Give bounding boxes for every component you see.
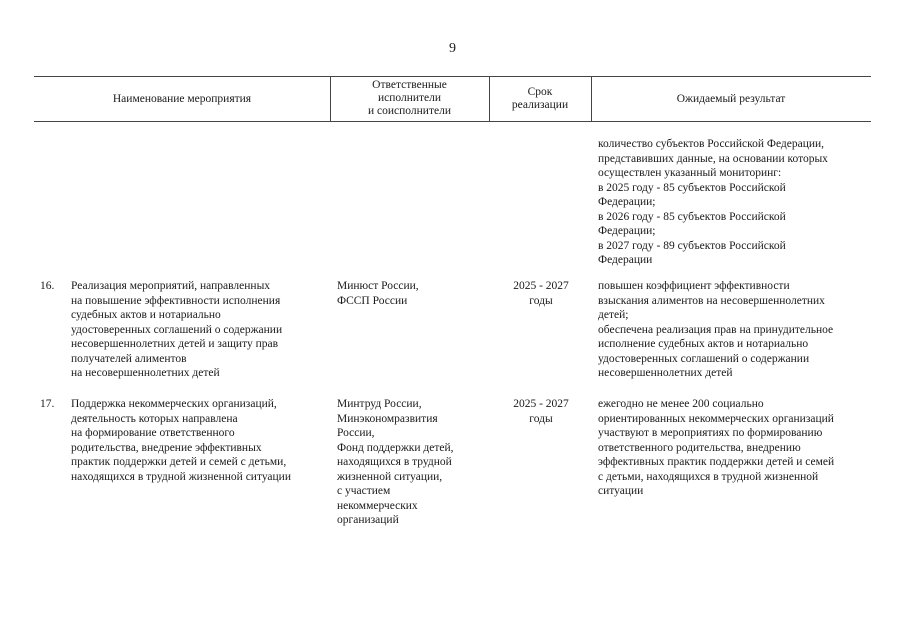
continuation-result: количество субъектов Российской Федерации, представивших данные, на основании которых осуществлен указанный мониторинг: в 2025 году - 85 субъектов Российской Федерации; в 2026 году - 85 субъектов Российской Федерации; в 2027 году - 89 субъектов Российской Федерации (598, 138, 828, 266)
row-term: 2025 - 2027 годы (513, 280, 569, 307)
row-executors: Минтруд России, Минэкономразвития России, Фонд поддержки детей, находящихся в трудной жизненной ситуации, с участием некоммерческих организаций (337, 398, 454, 526)
row-result: ежегодно не менее 200 социально ориентированных некоммерческих организаций участвуют в мероприятиях по формированию ответственного родительства, внедрению эффективных практик поддержки детей и семей с детьми, находящихся в трудной жизненной ситуации (598, 398, 835, 497)
header-term: Срок реализации (511, 86, 569, 111)
header-name: Наименование мероприятия (112, 93, 252, 105)
row-name: Поддержка некоммерческих организаций, деятельность которых направлена на формирование ответственного родительства, внедрение эффективных практик поддержки детей и семей с детьми, находящихся в трудной жизненной ситуации (71, 398, 291, 483)
row-number: 17. (40, 398, 55, 410)
row-term: 2025 - 2027 годы (513, 398, 569, 425)
table-top-border (34, 76, 871, 77)
row-executors: Минюст России, ФССП России (337, 280, 419, 307)
row-result: повышен коэффициент эффективности взыскания алиментов на несовершеннолетних детей; обеспечена реализация прав на принудительное исполнение судебных актов и нотариально удостоверенных соглашений о содержании несовершеннолетних детей (598, 280, 834, 379)
row-number: 16. (40, 280, 55, 292)
header-result: Ожидаемый результат (676, 93, 786, 105)
row-name: Реализация мероприятий, направленных на повышение эффективности исполнения судебных актов и нотариально удостоверенных соглашений о содержании несовершеннолетних детей и защиту прав получателей алиментов на несовершеннолетних детей (71, 280, 283, 379)
header-executors: Ответственные исполнители и соисполнители (368, 79, 451, 117)
page-number: 9 (449, 41, 456, 56)
header-bottom-border (34, 121, 871, 122)
